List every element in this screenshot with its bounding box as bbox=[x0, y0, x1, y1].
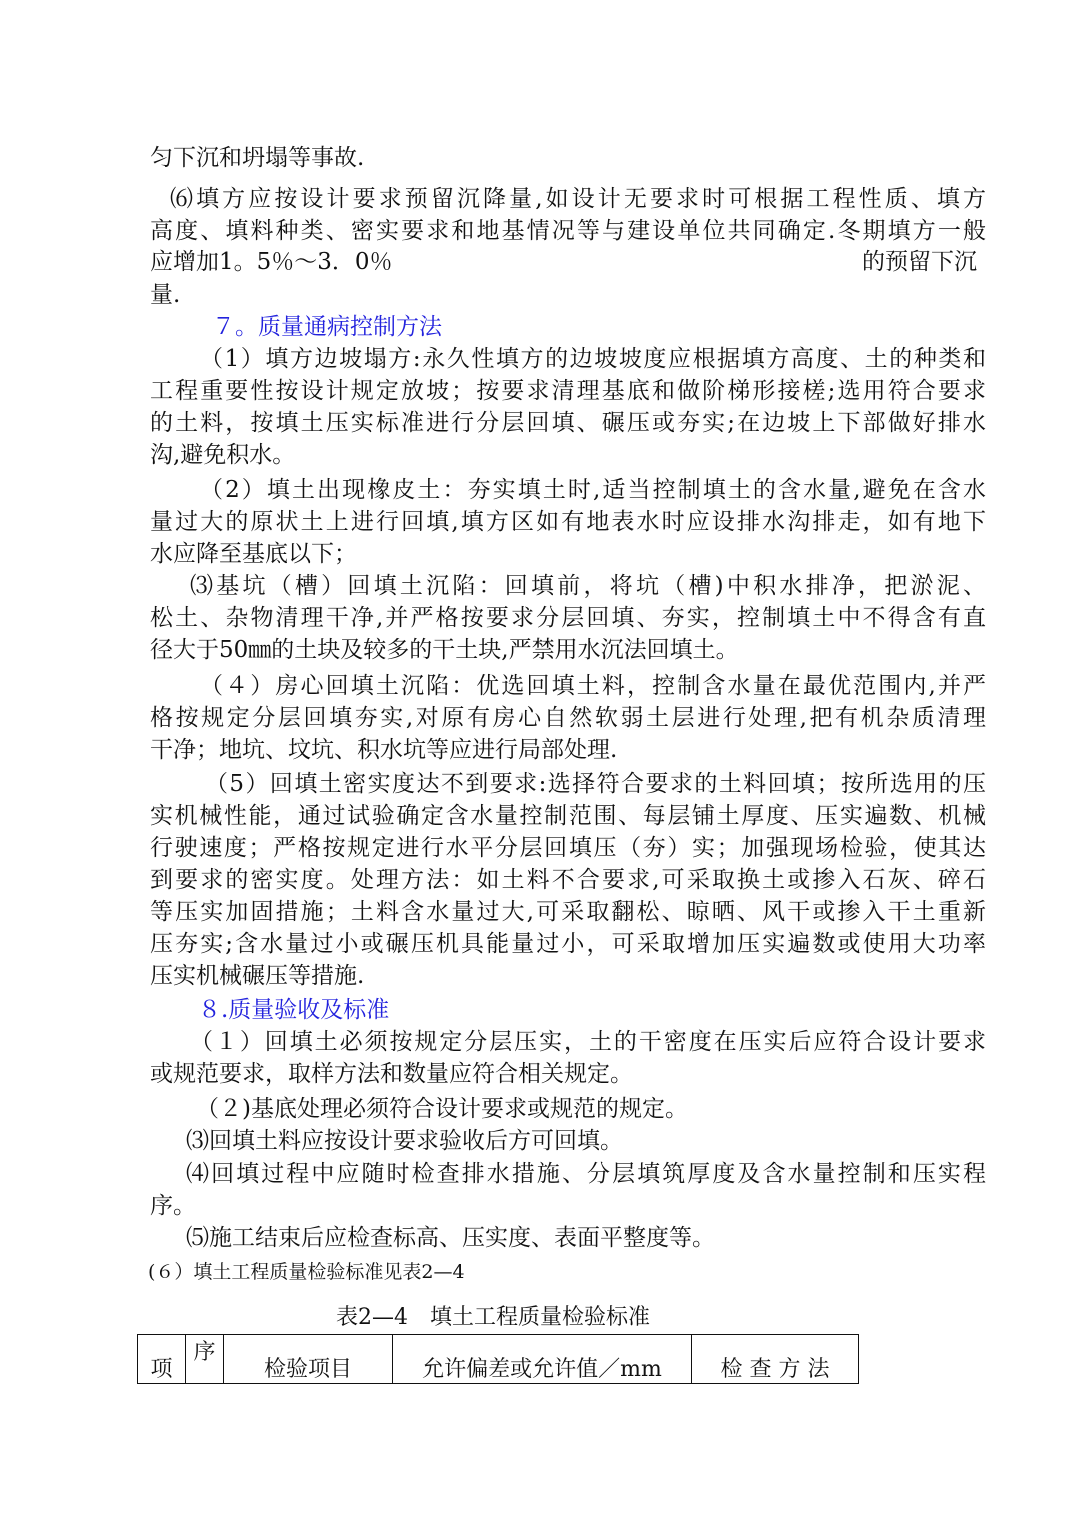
paragraph-line: （２)基底处理必须符合设计要求或规范的规定。 bbox=[196, 1096, 688, 1122]
paragraph-fragment: 的预留下沉 bbox=[862, 249, 977, 275]
header-cell-inspection-item: 检验项目 bbox=[224, 1335, 393, 1384]
section-heading: ７。质量通病控制方法 bbox=[212, 314, 442, 340]
paragraph-line: 到要求的密实度。处理方法：如土料不合要求,可采取换土或掺入石灰、碎石 bbox=[150, 867, 986, 893]
header-cell-seq: 序 bbox=[186, 1335, 224, 1384]
paragraph-line: (６）填土工程质量检验标准见表2—4 bbox=[148, 1261, 465, 1283]
paragraph-line: 或规范要求，取样方法和数量应符合相关规定。 bbox=[150, 1061, 633, 1087]
paragraph-line: 高度、填料种类、密实要求和地基情况等与建设单位共同确定.冬期填方一般 bbox=[150, 218, 986, 244]
paragraph-line: ⑶回填土料应按设计要求验收后方可回填。 bbox=[186, 1128, 623, 1154]
paragraph-line: 水应降至基底以下； bbox=[150, 541, 357, 567]
paragraph-line: ⑹填方应按设计要求预留沉降量,如设计无要求时可根据工程性质、填方 bbox=[170, 186, 986, 212]
paragraph-line: （４）房心回填土沉陷：优选回填土料，控制含水量在最优范围内,并严 bbox=[200, 673, 986, 699]
paragraph-line: ⑶基坑（槽）回填土沉陷：回填前，将坑（槽)中积水排净，把淤泥、 bbox=[190, 573, 986, 599]
paragraph-line: 量. bbox=[150, 282, 181, 308]
paragraph-line: 压实机械碾压等措施. bbox=[150, 963, 365, 989]
paragraph-line: 松土、杂物清理干净,并严格按要求分层回填、夯实，控制填土中不得含有直 bbox=[150, 605, 986, 631]
paragraph-line: 量过大的原状土上进行回填,填方区如有地表水时应设排水沟排走，如有地下 bbox=[150, 509, 986, 535]
paragraph-line: 匀下沉和坍塌等事故. bbox=[150, 145, 365, 171]
paragraph-line: 等压实加固措施；土料含水量过大,可采取翻松、晾晒、风干或掺入干土重新 bbox=[150, 899, 986, 925]
paragraph-line: 序。 bbox=[150, 1193, 196, 1219]
paragraph-line: 压夯实;含水量过小或碾压机具能量过小，可采取增加压实遍数或使用大功率 bbox=[150, 931, 986, 957]
paragraph-line: （5）回填土密实度达不到要求:选择符合要求的土料回填；按所选用的压 bbox=[205, 771, 986, 797]
paragraph-line: （2）填土出现橡皮土：夯实填土时,适当控制填土的含水量,避免在含水 bbox=[200, 477, 986, 503]
header-cell-method: 检 查 方 法 bbox=[692, 1335, 859, 1384]
table-header-row bbox=[138, 1335, 859, 1384]
paragraph-line: 实机械性能，通过试验确定含水量控制范围、每层铺土厚度、压实遍数、机械 bbox=[150, 803, 986, 829]
paragraph-fragment: 应增加1。5％～3．0％ bbox=[150, 249, 393, 275]
table-title: 表2—4 填土工程质量检验标准 bbox=[336, 1305, 650, 1330]
paragraph-line: ⑸施工结束后应检查标高、压实度、表面平整度等。 bbox=[186, 1225, 715, 1251]
paragraph-line: （1）填方边坡塌方:永久性填方的边坡坡度应根据填方高度、土的种类和 bbox=[200, 346, 986, 372]
paragraph-line: 径大于50㎜的土块及较多的干土块,严禁用水沉法回填土。 bbox=[150, 637, 739, 663]
header-cell-tolerance: 允许偏差或允许值／mm bbox=[393, 1335, 692, 1384]
paragraph-line: 沟,避免积水。 bbox=[150, 442, 296, 468]
header-cell-item: 项 bbox=[138, 1335, 186, 1384]
paragraph-line: （１）回填土必须按规定分层压实，土的干密度在压实后应符合设计要求 bbox=[190, 1029, 986, 1055]
paragraph-line: 干净；地坑、坟坑、积水坑等应进行局部处理. bbox=[150, 737, 618, 763]
paragraph-line: ⑷回填过程中应随时检查排水措施、分层填筑厚度及含水量控制和压实程 bbox=[186, 1161, 986, 1187]
paragraph-line: 的土料，按填土压实标准进行分层回填、碾压或夯实;在边坡上下部做好排水 bbox=[150, 410, 986, 436]
inspection-standard-table bbox=[137, 1334, 859, 1384]
paragraph-line: 行驶速度；严格按规定进行水平分层回填压（夯）实；加强现场检验，使其达 bbox=[150, 835, 986, 861]
paragraph-line: 格按规定分层回填夯实,对原有房心自然软弱土层进行处理,把有机杂质清理 bbox=[150, 705, 986, 731]
paragraph-line: 工程重要性按设计规定放坡；按要求清理基底和做阶梯形接槎;选用符合要求 bbox=[150, 378, 986, 404]
section-heading: ８.质量验收及标准 bbox=[198, 997, 390, 1023]
paragraph-line bbox=[150, 246, 393, 278]
